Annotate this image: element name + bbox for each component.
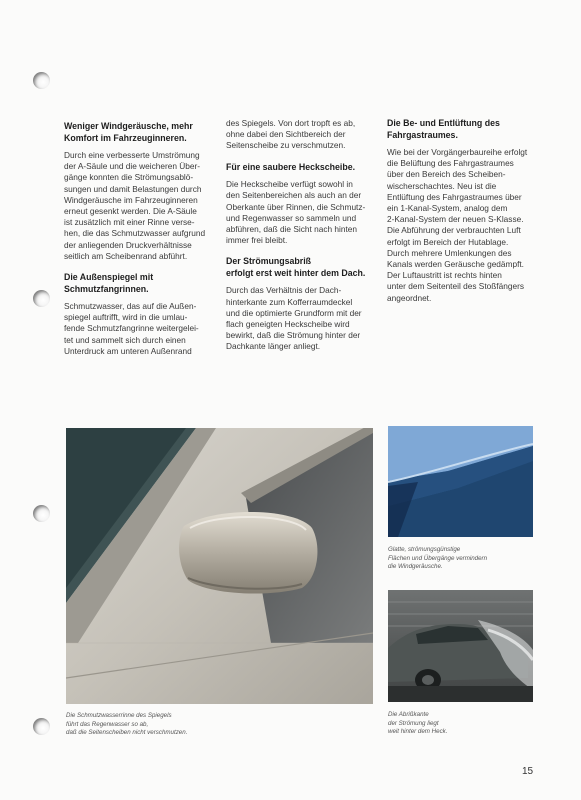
page-number: 15	[522, 766, 534, 777]
heading-mirrors: Die Außenspiegel mit Schmutzfangrinnen.	[64, 272, 154, 294]
heading-flow-separation: Der Strömungsabriß erfolgt erst weit hinter dem Dach.	[226, 256, 366, 278]
paragraph-mirrors-continued: des Spiegels. Von dort tropft es ab, ohne dabei den Sichtbereich der Seitenscheibe zu verschmutzen.	[226, 118, 356, 151]
punch-hole-4	[33, 718, 50, 735]
paragraph-ventilation: Wie bei der Vorgängerbaureihe erfolgt die Belüftung des Fahrgastraumes über den Bereich des Scheiben- wischerschachtes. Neu ist die Entlüftung des Fahrgastraumes über ein 1-Kanal-System, analog dem 2-Kanal-System der neuen S-Klasse. Die Abführung der verbrauchten Luft erfolgt im Bereich der Hutablage. Durch mehrere Umlenkungen des Kanals werden Geräusche gedämpft. Der Luftaustritt ist rechts hinten unter dem Seitenteil des Stoßfängers angeordnet.	[387, 147, 528, 303]
heading-wind-noise: Weniger Windgeräusche, mehr Komfort im Fahrzeuginneren.	[64, 121, 193, 143]
paragraph-mirrors: Schmutzwasser, das auf die Außen- spiegel auftrifft, wird in die umlau- fende Schmutzfangrinne weitergelei- tet und sammelt sich durch einen Unterdruck am unteren Außenrand	[64, 301, 199, 356]
a-pillar-photo	[388, 426, 533, 537]
punch-hole-2	[33, 290, 50, 307]
punch-hole-1	[33, 72, 50, 89]
mirror-photo	[66, 428, 373, 704]
caption-mirror: Die Schmutzwasserrinne des Spiegels führt das Regenwasser so ab, daß die Seitenscheiben nicht verschmutzen.	[66, 712, 188, 737]
caption-a-pillar: Glatte, strömungsgünstige Flächen und Übergänge vermindern die Windgeräusche.	[388, 546, 488, 571]
rear-flow-photo	[388, 590, 533, 702]
punch-hole-3	[33, 505, 50, 522]
paragraph-flow-separation: Durch das Verhältnis der Dach- hinterkante zum Kofferraumdeckel und die optimierte Grundform mit der flach geneigten Heckscheibe wird bewirkt, daß die Strömung hinter der Dachkante länger anliegt.	[226, 285, 362, 352]
text-column-3	[387, 118, 539, 314]
caption-rear-flow: Die Abrißkante der Strömung liegt weit hinter dem Heck.	[388, 711, 448, 736]
text-column-2	[226, 118, 376, 363]
paragraph-rear-window: Die Heckscheibe verfügt sowohl in den Seitenbereichen als auch an der Oberkante über Rinnen, die Schmutz- und Regenwasser so sammeln und abführen, daß die Sicht nach hinten immer frei bleibt.	[226, 179, 366, 246]
text-column-1	[64, 121, 214, 367]
paragraph-wind-noise: Durch eine verbesserte Umströmung der A-Säule und die weicheren Über- gänge konnten die Strömungsablö- sungen und damit Belastungen durch Windgeräusche im Fahrzeuginneren erneut gesenkt werden. Die A-Säule ist zusätzlich mit einer Rinne verse- hen, die das Schmutzwasser aufgrund der anliegenden Druckverhältnisse seitlich am Scheibenrand abführt.	[64, 150, 206, 261]
heading-rear-window: Für eine saubere Heckscheibe.	[226, 161, 356, 172]
heading-ventilation: Die Be- und Entlüftung des Fahrgastraumes.	[387, 118, 500, 140]
